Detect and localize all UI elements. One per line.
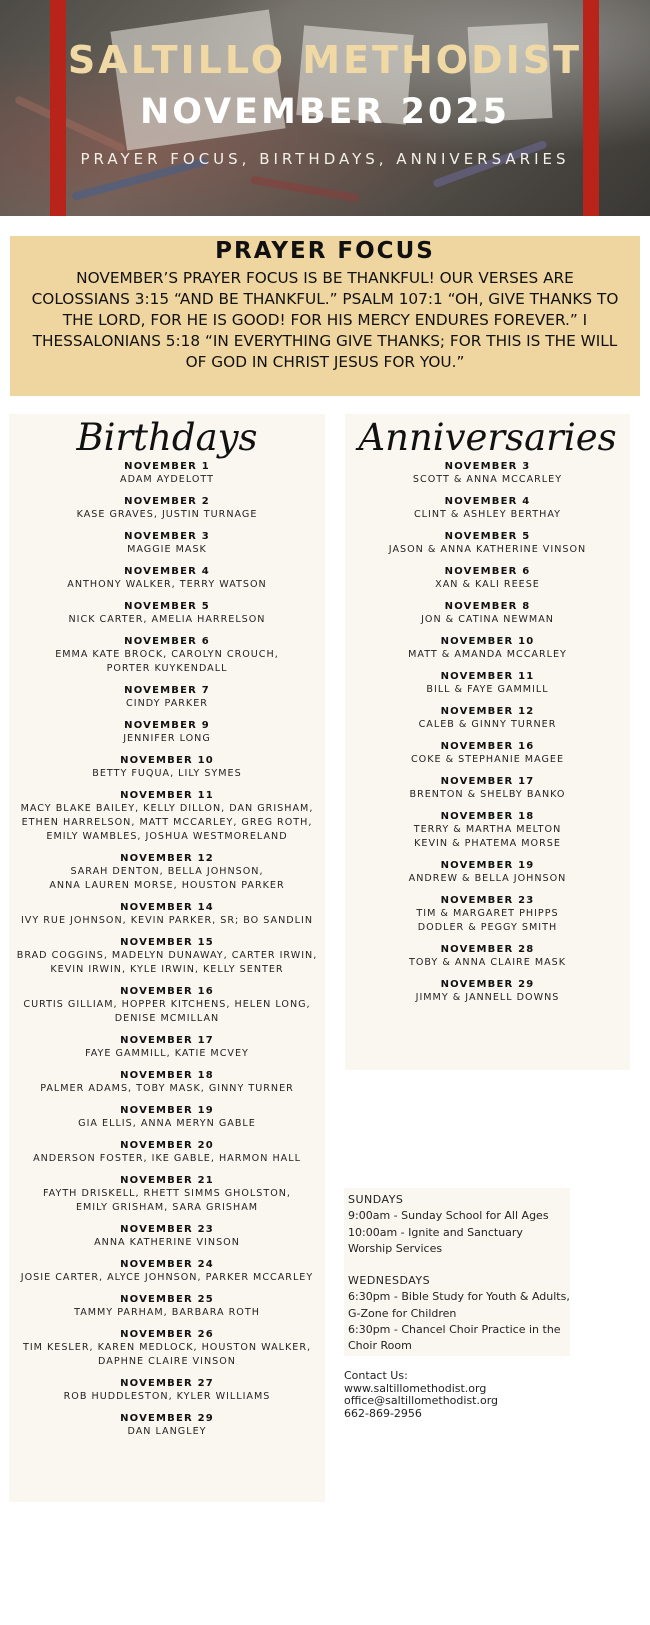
entry-date: NOVEMBER 26 [120,1329,214,1340]
entry-date: NOVEMBER 12 [440,706,535,717]
entry-names: ANNA KATHERINE VINSON [94,1237,240,1248]
entry-date: NOVEMBER 12 [120,853,214,864]
entry-names: TIM & MARGARET PHIPPS DODLER & PEGGY SMITH [416,908,559,933]
entry-date: NOVEMBER 3 [444,461,531,472]
entry-names: DAN LANGLEY [127,1426,207,1437]
entry-date: NOVEMBER 27 [120,1378,214,1389]
entry-date: NOVEMBER 21 [120,1175,214,1186]
entry-date: NOVEMBER 17 [120,1035,214,1046]
birthday-entry [9,1412,325,1439]
entry-date: NOVEMBER 17 [440,776,535,787]
prayer-focus-text: NOVEMBER’S PRAYER FOCUS IS BE THANKFUL! OUR VERSES ARE COLOSSIANS 3:15 “AND BE THANKFUL.” PSALM 107:1 “OH, GIVE THANKS TO THE LORD, FOR HE IS GOOD! FOR HIS MERCY ENDURES FOREVER.” I THESSALONIANS 5:18 “IN EVERYTHING GIVE THANKS; FOR THIS IS THE WILL OF GOD IN CHRIST JESUS FOR YOU.” [31,269,619,371]
birthday-entry [9,1377,325,1404]
service-schedule [344,1188,570,1356]
birthday-entry [9,754,325,781]
entry-names: BRAD COGGINS, MADELYN DUNAWAY, CARTER IRWIN, KEVIN IRWIN, KYLE IRWIN, KELLY SENTER [16,950,318,975]
entry-names: GIA ELLIS, ANNA MERYN GABLE [78,1118,256,1129]
entry-names: SCOTT & ANNA MCCARLEY [412,474,563,485]
birthday-entry [9,985,325,1026]
schedule-spacer [348,1257,570,1273]
header-banner [0,0,650,216]
birthday-entry [9,684,325,711]
entry-date: NOVEMBER 10 [120,755,214,766]
entry-names: PALMER ADAMS, TOBY MASK, GINNY TURNER [40,1083,294,1094]
entry-date: NOVEMBER 20 [120,1140,214,1151]
entry-names: MATT & AMANDA MCCARLEY [408,649,567,660]
entry-names: ANTHONY WALKER, TERRY WATSON [67,579,267,590]
contact-info [344,1370,594,1420]
anniversary-entry [345,635,630,662]
birthday-entry [9,936,325,977]
entry-names: ADAM AYDELOTT [120,474,214,485]
birthday-entry [9,1223,325,1250]
anniversary-entry [345,705,630,732]
entry-date: NOVEMBER 11 [440,671,535,682]
newsletter-subtitle: PRAYER FOCUS, BIRTHDAYS, ANNIVERSARIES [80,150,570,168]
contact-website-link[interactable]: www.saltillomethodist.org [344,1381,487,1395]
birthday-list [9,460,325,1439]
prayer-focus-box [10,236,640,396]
entry-date: NOVEMBER 4 [444,496,531,507]
entry-names: BRENTON & SHELBY BANKO [409,789,566,800]
anniversaries-column [345,414,630,1070]
entry-names: COKE & STEPHANIE MAGEE [410,754,565,765]
entry-names: FAYTH DRISKELL, RHETT SIMMS GHOLSTON, EMILY GRISHAM, SARA GRISHAM [43,1188,291,1213]
birthday-entry [9,1139,325,1166]
birthday-entry [9,1104,325,1131]
entry-names: ANDREW & BELLA JOHNSON [408,873,567,884]
anniversary-entry [345,460,630,487]
anniversary-entry [345,530,630,557]
anniversaries-heading: Anniversaries [358,416,617,459]
contact-label: Contact Us: [344,1369,408,1382]
wednesday-choir-time: 6:30pm - Chancel Choir Practice in the Choir Room [348,1323,561,1353]
anniversary-entry [345,600,630,627]
entry-names: SARAH DENTON, BELLA JOHNSON, ANNA LAUREN MORSE, HOUSTON PARKER [49,866,285,891]
anniversary-entry [345,894,630,935]
entry-date: NOVEMBER 29 [120,1413,214,1424]
entry-names: CURTIS GILLIAM, HOPPER KITCHENS, HELEN LONG, DENISE MCMILLAN [23,999,311,1024]
header-photo-ribbon [250,176,360,203]
entry-names: BETTY FUQUA, LILY SYMES [92,768,242,779]
entry-names: IVY RUE JOHNSON, KEVIN PARKER, SR; BO SANDLIN [20,915,314,926]
birthday-entry [9,530,325,557]
entry-names: MAGGIE MASK [127,544,207,555]
birthday-entry [9,1293,325,1320]
anniversary-entry [345,775,630,802]
birthday-entry [9,460,325,487]
entry-date: NOVEMBER 6 [444,566,531,577]
anniversary-entry [345,565,630,592]
birthday-entry [9,1034,325,1061]
entry-date: NOVEMBER 5 [124,601,210,612]
entry-names: ANDERSON FOSTER, IKE GABLE, HARMON HALL [33,1153,301,1164]
entry-names: CLINT & ASHLEY BERTHAY [413,509,562,520]
entry-date: NOVEMBER 9 [124,720,210,731]
entry-names: TIM KESLER, KAREN MEDLOCK, HOUSTON WALKER, DAPHNE CLAIRE VINSON [22,1342,312,1367]
entry-date: NOVEMBER 29 [440,979,535,990]
anniversary-entry [345,943,630,970]
entry-date: NOVEMBER 23 [120,1224,214,1235]
entry-names: TAMMY PARHAM, BARBARA ROTH [74,1307,260,1318]
entry-date: NOVEMBER 18 [120,1070,214,1081]
entry-date: NOVEMBER 16 [440,741,535,752]
birthday-entry [9,1069,325,1096]
entry-names: MACY BLAKE BAILEY, KELLY DILLON, DAN GRISHAM, ETHEN HARRELSON, MATT MCCARLEY, GREG ROTH, EMILY WAMBLES, JOSHUA WESTMORELAND [20,803,314,842]
birthday-entry [9,901,325,928]
birthday-entry [9,852,325,893]
anniversary-entry [345,495,630,522]
entry-names: TOBY & ANNA CLAIRE MASK [408,957,567,968]
wednesdays-label: WEDNESDAYS [348,1274,431,1288]
birthday-entry [9,600,325,627]
entry-names: JOSIE CARTER, ALYCE JOHNSON, PARKER MCCARLEY [20,1272,314,1283]
sunday-worship-time: 10:00am - Ignite and Sanctuary Worship Services [348,1225,523,1255]
entry-names: JENNIFER LONG [123,733,211,744]
birthday-entry [9,635,325,676]
entry-names: ROB HUDDLESTON, KYLER WILLIAMS [63,1391,271,1402]
anniversary-list [345,460,630,1005]
wednesday-bible-study-time: 6:30pm - Bible Study for Youth & Adults, G-Zone for Children [348,1290,570,1320]
entry-date: NOVEMBER 2 [124,496,210,507]
church-name: SALTILLO METHODIST [67,38,583,82]
entry-names: CALEB & GINNY TURNER [418,719,557,730]
entry-date: NOVEMBER 6 [124,636,210,647]
entry-date: NOVEMBER 1 [124,461,210,472]
entry-date: NOVEMBER 7 [124,685,210,696]
entry-names: EMMA KATE BROCK, CAROLYN CROUCH, PORTER KUYKENDALL [55,649,279,674]
birthday-entry [9,1174,325,1215]
contact-email-link[interactable]: office@saltillomethodist.org [344,1394,499,1407]
entry-date: NOVEMBER 19 [120,1105,214,1116]
entry-date: NOVEMBER 14 [120,902,214,913]
entry-date: NOVEMBER 8 [444,601,531,612]
entry-names: BILL & FAYE GAMMILL [426,684,549,695]
entry-names: CINDY PARKER [126,698,208,709]
entry-date: NOVEMBER 3 [124,531,210,542]
birthdays-heading: Birthdays [76,416,258,459]
entry-names: FAYE GAMMILL, KATIE MCVEY [85,1048,249,1059]
entry-date: NOVEMBER 16 [120,986,214,997]
entry-date: NOVEMBER 28 [440,944,535,955]
newsletter-month: NOVEMBER 2025 [139,92,511,132]
birthday-entry [9,789,325,844]
entry-names: XAN & KALI REESE [435,579,540,590]
entry-names: JON & CATINA NEWMAN [421,614,554,625]
birthday-entry [9,719,325,746]
entry-names: TERRY & MARTHA MELTON KEVIN & PHATEMA MORSE [413,824,562,849]
entry-names: NICK CARTER, AMELIA HARRELSON [68,614,266,625]
entry-date: NOVEMBER 15 [120,937,214,948]
anniversary-entry [345,670,630,697]
birthday-entry [9,1328,325,1369]
anniversary-entry [345,740,630,767]
birthday-entry [9,565,325,592]
anniversary-entry [345,859,630,886]
entry-date: NOVEMBER 23 [440,895,535,906]
entry-date: NOVEMBER 4 [124,566,210,577]
entry-date: NOVEMBER 18 [440,811,535,822]
contact-phone: 662-869-2956 [344,1406,422,1420]
entry-names: JIMMY & JANNELL DOWNS [415,992,560,1003]
entry-date: NOVEMBER 19 [440,860,535,871]
entry-names: JASON & ANNA KATHERINE VINSON [388,544,587,555]
anniversary-entry [345,810,630,851]
entry-date: NOVEMBER 24 [120,1259,214,1270]
birthdays-column [9,414,325,1502]
entry-date: NOVEMBER 5 [444,531,531,542]
entry-date: NOVEMBER 10 [440,636,535,647]
sunday-school-time: 9:00am - Sunday School for All Ages [348,1209,549,1223]
birthday-entry [9,1258,325,1285]
entry-date: NOVEMBER 25 [120,1294,214,1305]
anniversary-entry [345,978,630,1005]
birthday-entry [9,495,325,522]
sundays-label: SUNDAYS [348,1193,404,1206]
prayer-focus-heading: PRAYER FOCUS [215,238,435,264]
entry-date: NOVEMBER 11 [120,790,214,801]
entry-names: KASE GRAVES, JUSTIN TURNAGE [76,509,258,520]
